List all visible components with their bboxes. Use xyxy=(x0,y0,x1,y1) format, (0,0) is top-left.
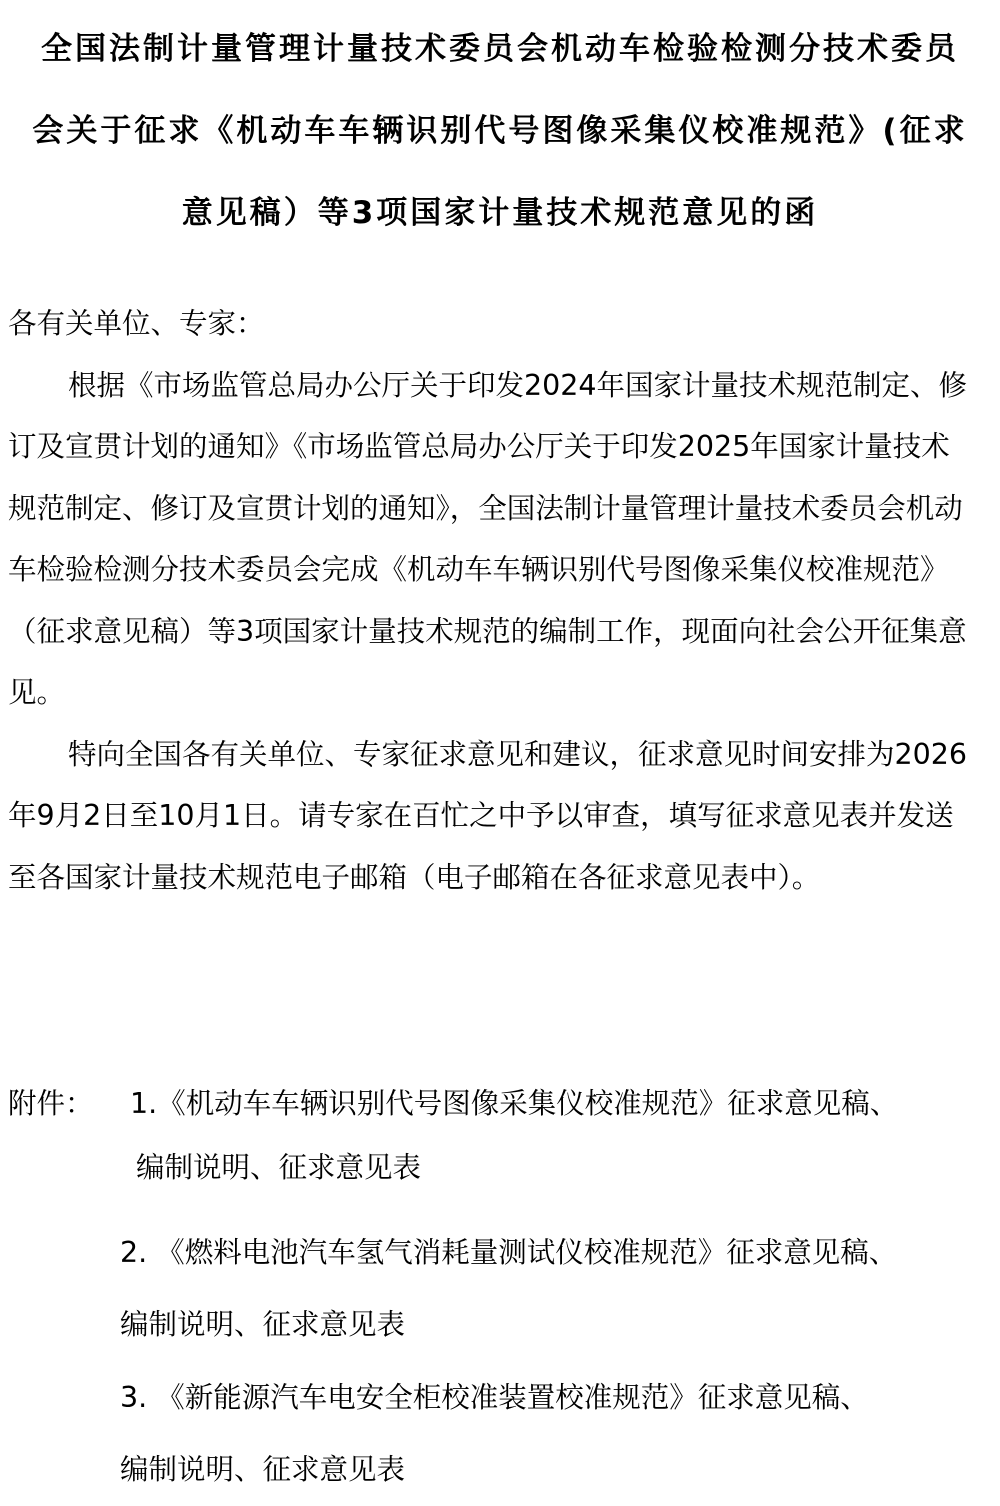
attachment-1-line-1: 1.《机动车车辆识别代号图像采集仪校准规范》征求意见稿、 xyxy=(130,1087,899,1120)
document-title xyxy=(0,8,1000,254)
paragraph-basis: 根据《市场监管总局办公厅关于印发2024年国家计量技术规范制定、修订及宣贯计划的通知》《市场监管总局办公厅关于印发2025年国家计量技术规范制定、修订及宣贯计划的通知》，全国法制计量管理计量技术委员会机动车检验检测分技术委员会完成《机动车车辆识别代号图像采集仪校准规范》（征求意见稿）等3项国家计量技术规范的编制工作，现面向社会公开征集意见。 xyxy=(8,368,968,709)
attachment-1-line-2: 编制说明、征求意见表 xyxy=(136,1151,422,1184)
attachments-label: 附件： xyxy=(8,1087,94,1120)
letter-body xyxy=(8,293,976,908)
paragraph-request: 特向全国各有关单位、专家征求意见和建议，征求意见时间安排为2026年9月2日至10月1日。请专家在百忙之中予以审查，填写征求意见表并发送至各国家计量技术规范电子邮箱（电子邮箱在各征求意见表中）。 xyxy=(8,737,968,894)
title-line-3: 意见稿）等3项国家计量技术规范意见的函 xyxy=(181,195,819,231)
attachment-3-line-1: 3. 《新能源汽车电安全柜校准装置校准规范》征求意见稿、 xyxy=(120,1381,869,1414)
salutation: 各有关单位、专家： xyxy=(8,307,265,340)
attachment-2-line-2: 编制说明、征求意见表 xyxy=(120,1308,406,1341)
title-line-1: 全国法制计量管理计量技术委员会机动车检验检测分技术委员 xyxy=(41,31,959,67)
attachment-item-3 xyxy=(120,1362,869,1506)
title-line-2: 会关于征求《机动车车辆识别代号图像采集仪校准规范》(征求 xyxy=(32,113,968,149)
attachment-3-line-2: 编制说明、征求意见表 xyxy=(120,1453,406,1486)
attachment-item-1 xyxy=(130,1072,898,1200)
attachment-2-line-1: 2. 《燃料电池汽车氢气消耗量测试仪校准规范》征求意见稿、 xyxy=(120,1236,898,1269)
attachment-item-2 xyxy=(120,1217,897,1361)
